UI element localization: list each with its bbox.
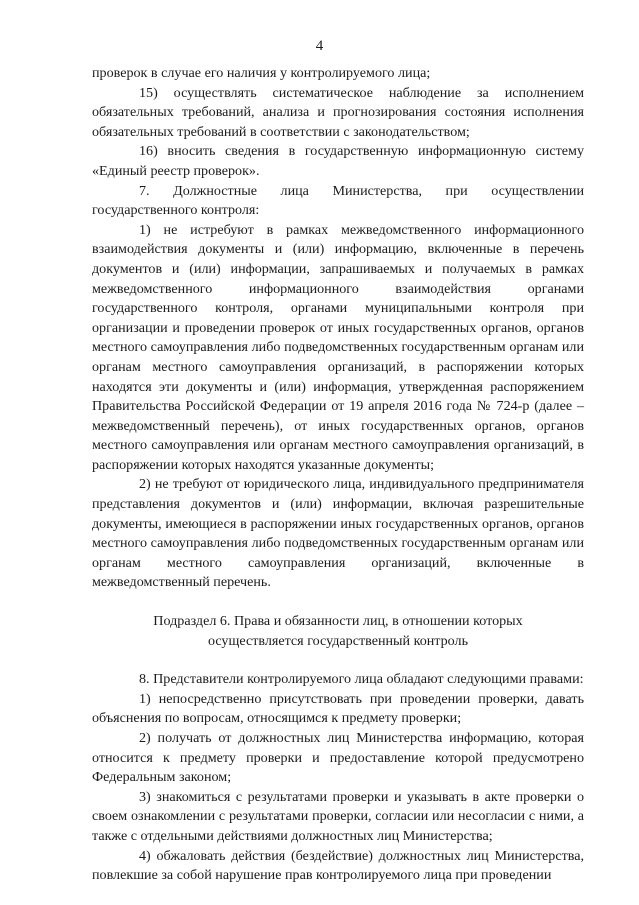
subsection-heading-line: Подраздел 6. Права и обязанности лиц, в отношении которых xyxy=(153,613,523,630)
paragraph: 1) не истребуют в рамках межведомственного информационного взаимодействия документы и (или) информацию, включенные в перечень документов и (или) информации, запрашиваемых и получаемых в рамках межведомственного информационного взаимодействия органами государственного контроля, органами муниципальными контроля при организации и проведении проверок от иных государственных органов, органов местного самоуправления либо подведомственных государственным органам или органам местного самоуправления организаций, в распоряжении которых находятся эти документы и (или) информация, утвержденная распоряжением Правительства Российской Федерации от 19 апреля 2016 года № 724-р (далее – межведомственный перечень), от иных государственных органов, органов местного самоуправления или органам местного самоуправления организаций, в распоряжении которых находятся указанные документы; xyxy=(92,221,584,473)
subsection-heading xyxy=(92,612,584,651)
paragraph: 2) не требуют от юридического лица, индивидуального предпринимателя представления документов и (или) информации, включая разрешительные документы, имеющиеся в распоряжении иных государственных органов, органов местного самоуправления либо подведомственных государственным органам или органам местного самоуправления организаций, включенные в межведомственный перечень. xyxy=(92,476,584,591)
subsection-heading-line: осуществляется государственный контроль xyxy=(207,632,469,649)
document-body xyxy=(92,64,584,886)
page-number: 4 xyxy=(315,38,324,54)
paragraph: 2) получать от должностных лиц Министерства информацию, которая относится к предмету проверки и предоставление которой предусмотрено Федеральным законом; xyxy=(92,730,584,786)
paragraph: 1) непосредственно присутствовать при проведении проверки, давать объяснения по вопросам, относящимся к предмету проверки; xyxy=(92,690,584,727)
paragraph: 15) осуществлять систематическое наблюдение за исполнением обязательных требований, анализа и прогнозирования состояния исполнения обязательных требований в соответствии с законодательством; xyxy=(92,84,584,140)
paragraph: 8. Представители контролируемого лица обладают следующими правами: xyxy=(139,671,584,688)
paragraph: 4) обжаловать действия (бездействие) должностных лиц Министерства, повлекшие за собой нарушение прав контролируемого лица при проведении xyxy=(92,847,584,884)
paragraph: 16) вносить сведения в государственную информационную систему «Единый реестр проверок». xyxy=(92,143,584,179)
paragraph: 3) знакомиться с результатами проверки и указывать в акте проверки о своем ознакомлении с результатами проверки, согласии или несогласии с ними, а также с отдельными действиями должностных лиц Министерства; xyxy=(92,788,584,844)
paragraph: 7. Должностные лица Министерства, при осуществлении государственного контроля: xyxy=(92,182,584,219)
paragraph: проверок в случае его наличия у контролируемого лица; xyxy=(92,65,431,81)
